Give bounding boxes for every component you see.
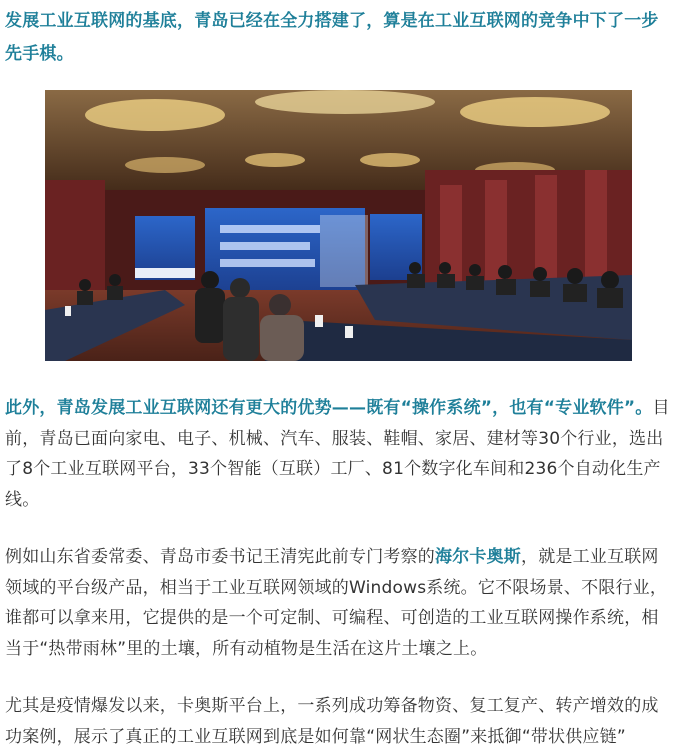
example-highlight: 海尔卡奥斯: [435, 547, 521, 567]
advantage-highlight: 此外，青岛发展工业互联网还有更大的优势——既有“操作系统”，也有“专业软件”。: [5, 398, 653, 418]
example-text-pre: 例如山东省委常委、青岛市委书记王清宪此前专门考察的: [5, 547, 435, 567]
advantage-paragraph: [5, 393, 673, 515]
epidemic-paragraph: [5, 691, 673, 752]
conference-photo-icon: [45, 90, 632, 361]
conference-photo: [45, 90, 632, 361]
intro-text: 发展工业互联网的基底，青岛已经在全力搭建了，算是在工业互联网的竞争中下了一步先手棋。: [5, 11, 659, 64]
epidemic-text: 尤其是疫情爆发以来，卡奥斯平台上，一系列成功筹备物资、复工复产、转产增效的成功案例，展示了真正的工业互联网到底是如何靠“网状生态圈”来抵御“带状供应链”: [5, 696, 659, 747]
advantage-text: 目前，青岛已面向家电、电子、机械、汽车、服装、鞋帽、家居、建材等30个行业，选出了8个工业互联网平台，33个智能（互联）工厂、81个数字化车间和236个自动化生产线。: [5, 398, 670, 510]
example-paragraph: [5, 542, 673, 664]
intro-paragraph: [5, 5, 673, 71]
example-text-post: ，就是工业互联网领域的平台级产品，相当于工业互联网领域的Windows系统。它不限场景、不限行业，谁都可以拿来用，它提供的是一个可定制、可编程、可创造的工业互联网操作系统，相当于“热带雨林”里的土壤，所有动植物是生活在这片土壤之上。: [5, 547, 668, 659]
